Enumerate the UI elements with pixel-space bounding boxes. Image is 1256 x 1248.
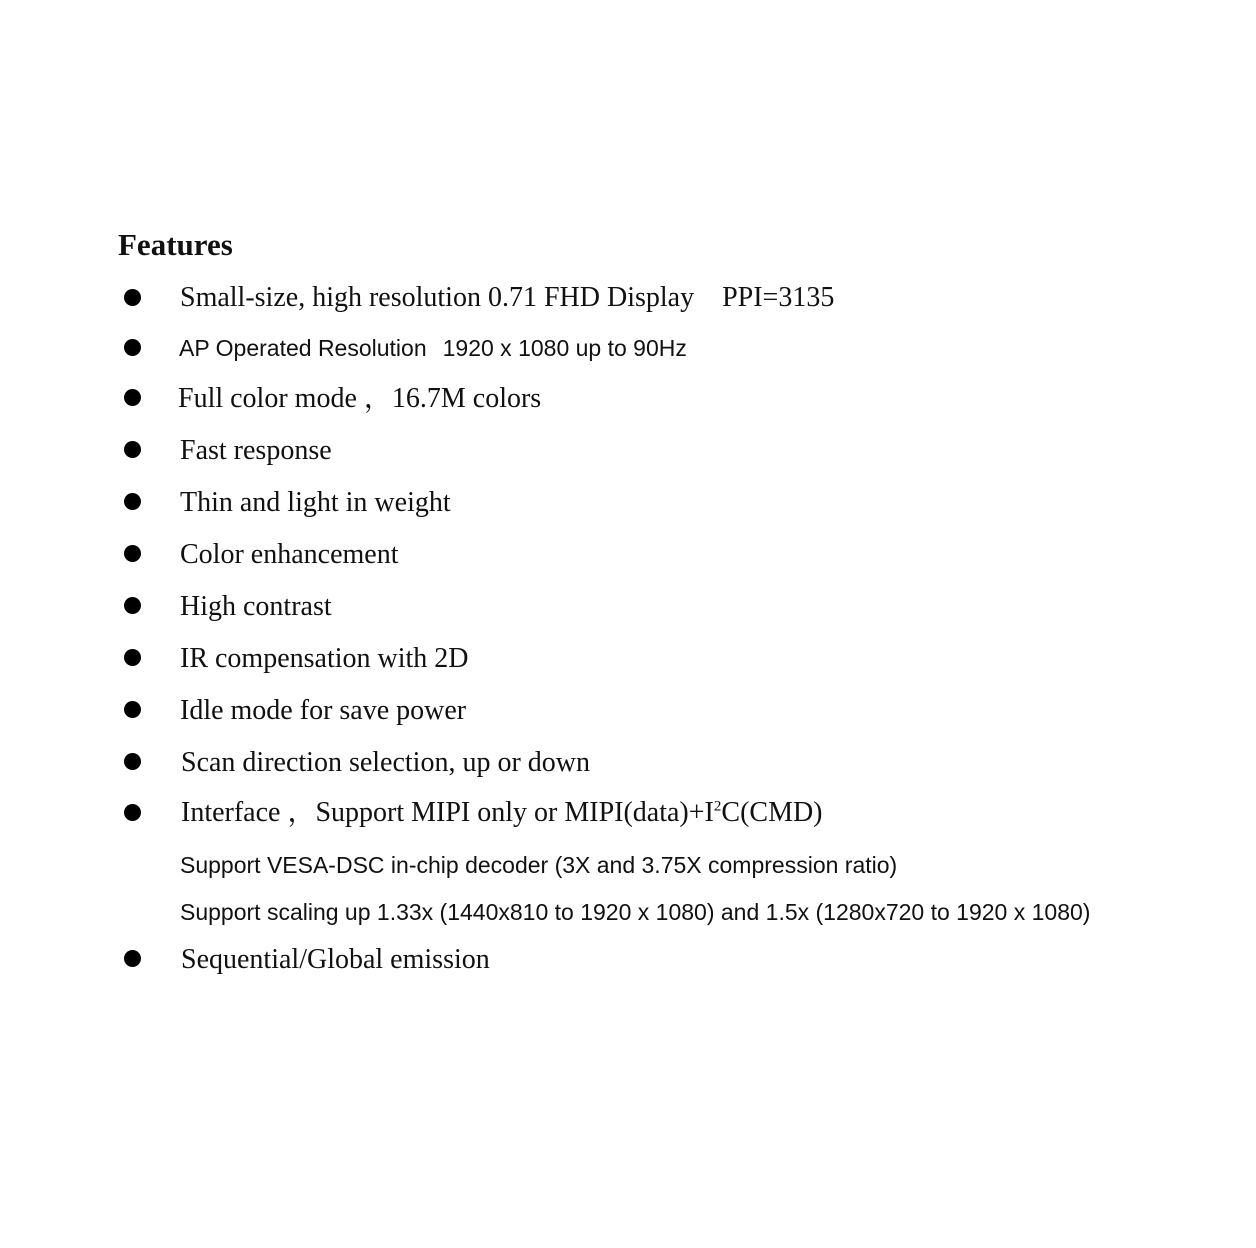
bullet-icon <box>124 289 141 306</box>
feature-item <box>0 640 1256 680</box>
bullet-icon <box>124 597 141 614</box>
feature-item <box>0 692 1256 732</box>
feature-item <box>0 794 1256 834</box>
feature-item <box>0 484 1256 524</box>
bullet-icon <box>124 339 141 356</box>
interface-superscript: 2 <box>713 798 722 815</box>
feature-text: Scan direction selection, up or down <box>181 747 591 778</box>
feature-item <box>0 536 1256 576</box>
feature-item <box>0 279 1256 319</box>
feature-text: Color enhancement <box>180 539 399 570</box>
feature-item <box>0 432 1256 472</box>
sub-note: Support scaling up 1.33x (1440x810 to 1920 x 1080) and 1.5x (1280x720 to 1920 x 1080) <box>180 899 1091 925</box>
bullet-icon <box>124 804 141 821</box>
feature-text: Sequential/Global emission <box>181 944 490 975</box>
feature-text: Thin and light in weight <box>180 487 451 518</box>
feature-item <box>0 331 1256 371</box>
bullet-icon <box>124 649 141 666</box>
feature-item <box>0 941 1256 981</box>
bullet-icon <box>124 389 141 406</box>
bullet-icon <box>124 545 141 562</box>
feature-item <box>0 744 1256 784</box>
bullet-icon <box>124 753 141 770</box>
feature-resolution: 1920 x 1080 up to 90Hz <box>442 335 687 361</box>
feature-text: Small-size, high resolution 0.71 FHD Display <box>180 282 695 313</box>
bullet-icon <box>124 441 141 458</box>
feature-text: High contrast <box>180 591 332 622</box>
feature-text: IR compensation with 2D <box>180 643 469 674</box>
interface-text-before: Interface ，Support MIPI only or MIPI(data)+I <box>181 797 714 828</box>
feature-ppi: PPI=3135 <box>722 282 835 313</box>
features-heading: Features <box>118 227 233 262</box>
bullet-icon <box>124 701 141 718</box>
feature-item <box>0 588 1256 628</box>
feature-text: Idle mode for save power <box>180 695 467 726</box>
feature-text: Full color mode ，16.7M colors <box>178 383 542 414</box>
feature-item <box>0 380 1256 420</box>
bullet-icon <box>124 493 141 510</box>
feature-text: Fast response <box>180 435 332 466</box>
bullet-icon <box>124 950 141 967</box>
feature-text <box>181 796 823 830</box>
feature-text: AP Operated Resolution <box>179 335 427 361</box>
sub-note: Support VESA-DSC in-chip decoder (3X and 3.75X compression ratio) <box>180 852 898 878</box>
interface-text-after: C(CMD) <box>721 797 823 828</box>
